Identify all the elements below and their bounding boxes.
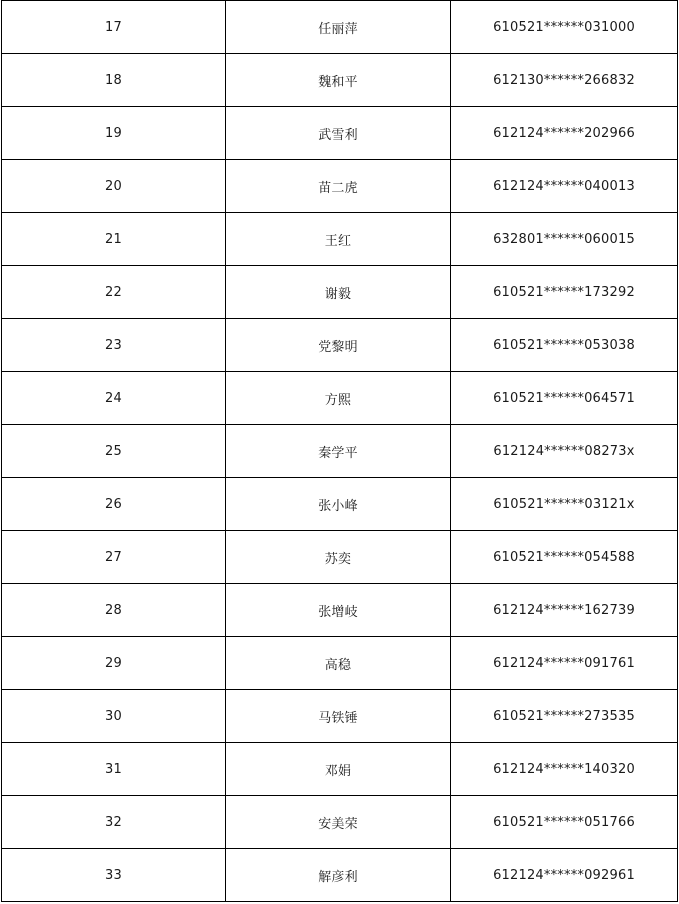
person-name-cell: 谢毅	[226, 266, 451, 319]
row-number-cell: 21	[2, 213, 226, 266]
table-row	[2, 160, 678, 213]
row-number-cell: 30	[2, 690, 226, 743]
row-number-cell: 26	[2, 478, 226, 531]
person-name-cell: 张小峰	[226, 478, 451, 531]
id-number-cell: 612124******092961	[451, 849, 678, 902]
id-number-cell: 632801******060015	[451, 213, 678, 266]
person-name-cell: 任丽萍	[226, 1, 451, 54]
person-name-cell: 高稳	[226, 637, 451, 690]
table-row	[2, 372, 678, 425]
table-row	[2, 743, 678, 796]
row-number-cell: 19	[2, 107, 226, 160]
table-row	[2, 319, 678, 372]
table-row	[2, 796, 678, 849]
id-number-cell: 610521******051766	[451, 796, 678, 849]
table-row	[2, 54, 678, 107]
table-row	[2, 849, 678, 902]
table-row	[2, 584, 678, 637]
row-number-cell: 22	[2, 266, 226, 319]
table-row	[2, 478, 678, 531]
id-number-cell: 612130******266832	[451, 54, 678, 107]
person-name-cell: 苗二虎	[226, 160, 451, 213]
id-number-cell: 612124******202966	[451, 107, 678, 160]
id-number-cell: 612124******162739	[451, 584, 678, 637]
id-number-cell: 612124******08273x	[451, 425, 678, 478]
row-number-cell: 31	[2, 743, 226, 796]
id-number-cell: 610521******064571	[451, 372, 678, 425]
id-number-cell: 610521******031000	[451, 1, 678, 54]
person-name-cell: 秦学平	[226, 425, 451, 478]
table-row	[2, 107, 678, 160]
person-name-cell: 魏和平	[226, 54, 451, 107]
row-number-cell: 28	[2, 584, 226, 637]
id-number-cell: 612124******140320	[451, 743, 678, 796]
table-row	[2, 690, 678, 743]
row-number-cell: 20	[2, 160, 226, 213]
row-number-cell: 18	[2, 54, 226, 107]
id-number-cell: 610521******03121x	[451, 478, 678, 531]
id-number-cell: 610521******273535	[451, 690, 678, 743]
person-name-cell: 党黎明	[226, 319, 451, 372]
person-name-cell: 马铁锤	[226, 690, 451, 743]
person-name-cell: 解彦利	[226, 849, 451, 902]
row-number-cell: 17	[2, 1, 226, 54]
roster-table	[1, 0, 678, 902]
row-number-cell: 29	[2, 637, 226, 690]
table-row	[2, 213, 678, 266]
row-number-cell: 32	[2, 796, 226, 849]
person-name-cell: 方熙	[226, 372, 451, 425]
person-name-cell: 安美荣	[226, 796, 451, 849]
table-row	[2, 266, 678, 319]
row-number-cell: 27	[2, 531, 226, 584]
person-name-cell: 邓娟	[226, 743, 451, 796]
table-row	[2, 1, 678, 54]
id-number-cell: 612124******091761	[451, 637, 678, 690]
id-number-cell: 610521******054588	[451, 531, 678, 584]
person-name-cell: 张增岐	[226, 584, 451, 637]
row-number-cell: 33	[2, 849, 226, 902]
row-number-cell: 23	[2, 319, 226, 372]
table-row	[2, 531, 678, 584]
table-row	[2, 425, 678, 478]
row-number-cell: 25	[2, 425, 226, 478]
person-name-cell: 王红	[226, 213, 451, 266]
row-number-cell: 24	[2, 372, 226, 425]
id-number-cell: 610521******173292	[451, 266, 678, 319]
person-name-cell: 苏奕	[226, 531, 451, 584]
id-number-cell: 612124******040013	[451, 160, 678, 213]
roster-table-body	[2, 1, 678, 902]
id-number-cell: 610521******053038	[451, 319, 678, 372]
person-name-cell: 武雪利	[226, 107, 451, 160]
table-row	[2, 637, 678, 690]
